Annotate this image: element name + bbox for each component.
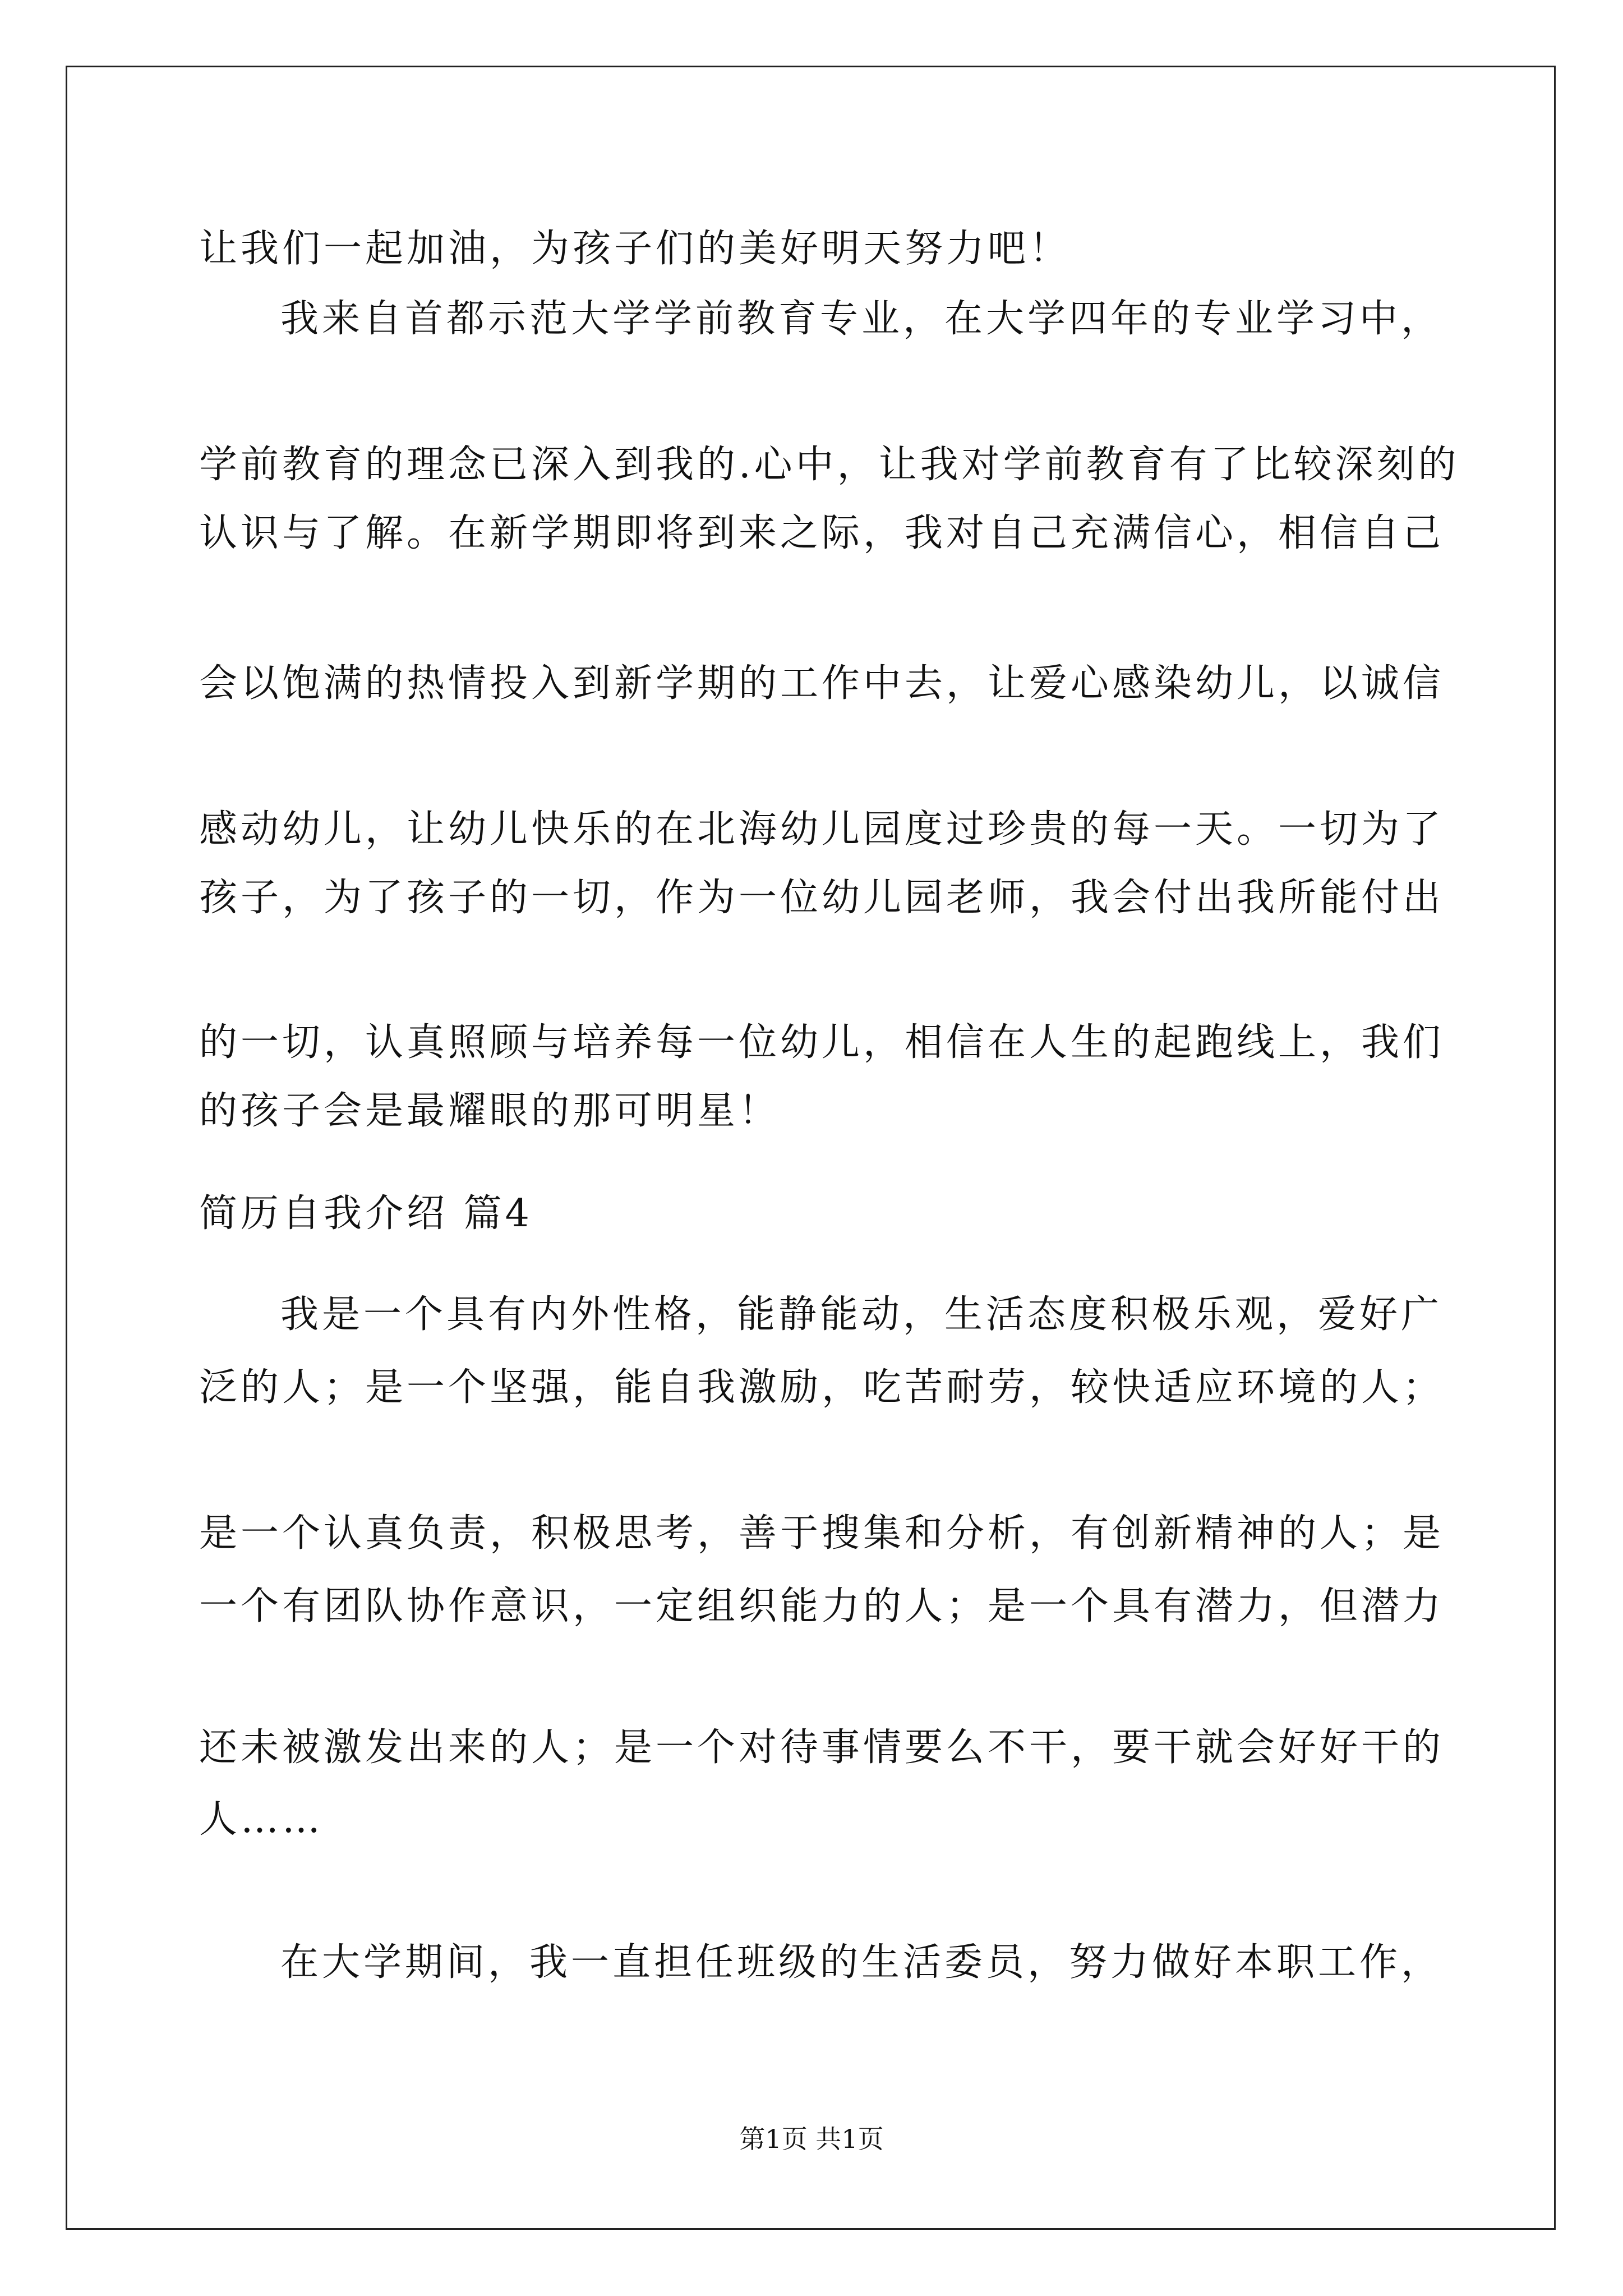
paragraph-line: 让我们一起加油，为孩子们的美好明天努力吧！ <box>199 227 1071 271</box>
paragraph-line: 的孩子会是最耀眼的那可明星！ <box>199 1089 781 1133</box>
paragraph-line: 一个有团队协作意识，一定组织能力的人；是一个具有潜力，但潜力 <box>199 1584 1445 1628</box>
paragraph-line: 人…… <box>199 1797 324 1842</box>
page-footer: 第1页 共1页 <box>739 2124 884 2154</box>
paragraph-line: 泛的人；是一个坚强，能自我激励，吃苦耐劳，较快适应环境的人； <box>199 1365 1445 1410</box>
paragraph-line: 会以饱满的热情投入到新学期的工作中去，让爱心感染幼儿，以诚信 <box>199 661 1445 706</box>
paragraph-line: 学前教育的理念已深入到我的.心中，让我对学前教育有了比较深刻的 <box>199 443 1460 487</box>
paragraph-line: 在大学期间，我一直担任班级的生活委员，努力做好本职工作， <box>280 1940 1443 1985</box>
paragraph-line: 孩子，为了孩子的一切，作为一位幼儿园老师，我会付出我所能付出 <box>199 876 1445 920</box>
section-heading: 简历自我介绍 篇4 <box>199 1191 533 1236</box>
paragraph-line: 的一切，认真照顾与培养每一位幼儿，相信在人生的起跑线上，我们 <box>199 1020 1445 1065</box>
paragraph-line: 还未被激发出来的人；是一个对待事情要么不干，要干就会好好干的 <box>199 1726 1445 1770</box>
paragraph-line: 是一个认真负责，积极思考，善于搜集和分析，有创新精神的人；是 <box>199 1511 1445 1556</box>
paragraph-line: 感动幼儿，让幼儿快乐的在北海幼儿园度过珍贵的每一天。一切为了 <box>199 807 1445 852</box>
paragraph-line: 我来自首都示范大学学前教育专业，在大学四年的专业学习中， <box>280 297 1443 341</box>
page-border <box>66 66 1556 2230</box>
paragraph-line: 我是一个具有内外性格，能静能动，生活态度积极乐观，爱好广 <box>280 1292 1443 1337</box>
paragraph-line: 认识与了解。在新学期即将到来之际，我对自己充满信心，相信自己 <box>199 511 1445 555</box>
